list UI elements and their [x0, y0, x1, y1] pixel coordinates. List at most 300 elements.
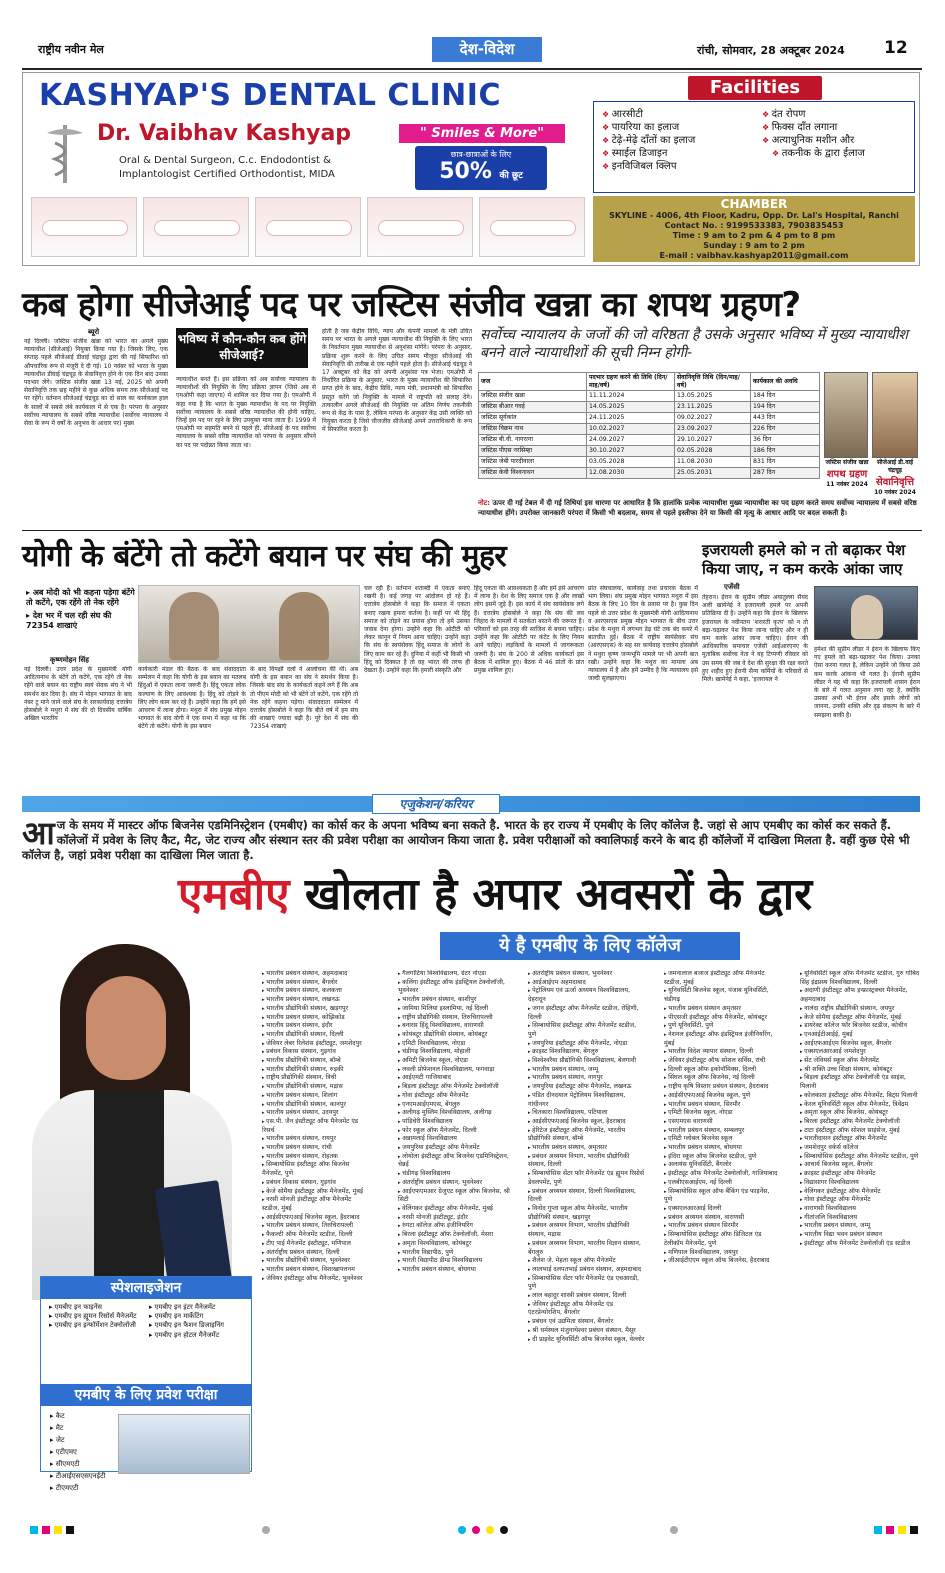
college-item: ▸ सिम्बायोसिस इंस्टीट्यूट ऑफ मैनेजमेंट स्टडीज, पुणे [800, 1153, 920, 1162]
student-illustration [22, 940, 254, 1302]
story2-byline: कृष्णमोहन सिंह [50, 656, 89, 664]
college-item: ▸ भारतीय प्रौद्योगिकी संस्थान, रुड़की [262, 1066, 368, 1075]
college-item: ▸ सिम्बायोसिस स्कूल ऑफ बैंकिंग एंड फाइनेंस, पुणे [664, 1188, 778, 1205]
table-cell: 14.05.2025 [587, 402, 675, 413]
college-item: ▸ जेवियर इंस्टीट्यूट ऑफ मैनेजमेंट, भुवनेश्वर [262, 1275, 368, 1284]
table-row [479, 446, 820, 457]
offer-suffix: की छूट [499, 171, 523, 181]
story2-column: के बाद विपक्षी दलों ने आलोचना की थी। अब योगी के इस बयान का संघ ने समर्थन किया है। जिसके बाद संघ के कार्यकर्ता कहने लगे हैं कि अब तो पीएम मोदी को भी बंटेंगे तो कटेंगे, एक रहेंगे तो नेक रहेंगे कहना पड़ेगा। संवाददाता सम्मेलन में दत्तात्रेय होसबोले ने कहा कि बीते वर्ष में हम संघ की शाखाएं ज्यादा बढ़ी है। पूरे देश में संघ की 72354 शाखाएं [250, 666, 358, 731]
facilities-title: Facilities [688, 76, 822, 100]
college-item: ▸ टाटा इंस्टीट्यूट ऑफ सोशल साइंसेज, मुंबई [800, 1127, 920, 1136]
story1-column: नई दिल्ली। जस्टिस संजीव खन्ना को भारत का अगले मुख्य न्यायाधीश (सीजेआई) नियुक्त किया गया है। जिसके लिए, एक सप्ताह पहले सीजेआई डीवाई चंद्रचूड़ द्वारा की गई सिफारिश को औपचारिक रूप से मंजूरी दे दी गई। 10 नवंबर को भारत के मुख्य न्यायाधीश डीवाई चंद्रचूड़ के सेवानिवृत्त होने के एक दिन बाद उनका पदभार लेंगे। जस्टिस संजीव खन्ना 13 मई, 2025 को अपनी सेवानिवृत्ति तक छह महीने से कुछ अधिक समय तक सीजेआई पद पर रहेंगे। वर्तमान सीजेआई चंद्रचूड़ का दो साल का कार्यकाल हाल के सालों में सबसे लंबे कार्यकाल में से एक है। परंपरा के अनुसार सर्वोच्च न्यायालय के सबसे वरिष्ठ न्यायाधीश (सर्वोच्च न्यायालय में सेवा के रूप में वर्षों के अनुभव के आधार पर) मुख्य [24, 338, 168, 428]
education-band-label: एजुकेशन/करियर [372, 794, 500, 814]
college-item: ▸ राष्ट्रीय कृषि विस्तार प्रबंधन संस्थान, हैदराबाद [664, 1083, 778, 1092]
dental-photo-strip [31, 197, 591, 259]
college-item: ▸ सिम्बायोसिस इंस्टीट्यूट ऑफ बिजनेस मैनेजमेंट, पुणे [262, 1161, 368, 1178]
college-item: ▸ भारतीय प्रौद्योगिकी संस्थान, दिल्ली [262, 1031, 368, 1040]
table-cell: 831 दिन [751, 457, 820, 468]
table-header: जज [479, 373, 587, 391]
college-item: ▸ क्राइस्ट इंस्टीट्यूट ऑफ मैनेजमेंट [800, 1170, 920, 1179]
table-cell: जस्टिस विक्रम नाथ [479, 424, 587, 435]
specialization-item: ▸ एमबीए इन मार्केटिंग [149, 1312, 249, 1321]
chamber-sunday: Sunday : 9 am to 2 pm [703, 241, 805, 250]
college-item: ▸ अन्नामलाई विश्वविद्यालय [398, 1135, 510, 1144]
table-cell: जस्टिस बी.वी. नागरत्ना [479, 435, 587, 446]
table-cell: 03.05.2028 [587, 457, 675, 468]
college-item: ▸ अमृता स्कूल ऑफ बिजनेस, कोयंबटूर [800, 1109, 920, 1118]
college-item: ▸ सिम्बायोसिस सेंटर फॉर मैनेजमेंट एंड एचआरडी, पुणे [528, 1275, 646, 1292]
facility-item: ❖ पायरिया का इलाज [602, 121, 695, 134]
highlight-item: ▸ अब मोदी को भी कहना पड़ेगा बंटेंगे तो कटेंगे, एक रहेंगे तो नेक रहेंगे [26, 588, 138, 608]
clinic-name: KASHYAP'S DENTAL CLINIC [39, 78, 501, 113]
story3-column: हमेशा की सुप्रीम लीडर ने ईरान के खिलाफ किए गए हमले को बढ़ा-चढ़ाकर पेश किया। उनका ऐसा करना गलत है, लेकिन उन्होंने जो किया उसे कम करके आंकना भी गलत है। ईरानी सुप्रीम लीडर ने यह भी कहा कि इजरायली शासन ईरान के बारे में गलत अनुमान लगा रहा है, क्योंकि उसका अभी भी ईरान और इसके लोगों को जानना, उनकी शक्ति और दृढ़ संकल्प के बारे में समझना बाकी है। [814, 646, 920, 719]
college-item: ▸ भारतीय प्रबंधन संस्थान सिरमौर [664, 1222, 778, 1231]
table-header: कार्यकाल की अवधि [751, 373, 820, 391]
exam-item: ▸ मैट [50, 1422, 105, 1434]
college-item: ▸ फोर स्कूल ऑफ मैनेजमेंट, दिल्ली [398, 1127, 510, 1136]
exam-item: ▸ कैट [50, 1410, 105, 1422]
college-item: ▸ एक्सएलआरआई जमशेदपुर [800, 1048, 920, 1057]
table-cell: 24.09.2027 [587, 435, 675, 446]
college-item: ▸ सिम्बायोसिस सेंटर फॉर मैनेजमेंट एंड ह्यूमन रिसोर्स डेवलपमेंट, पुणे [528, 1170, 646, 1187]
college-item: ▸ क्राइस्ट विश्वविद्यालय, बेंगलुरु [528, 1048, 646, 1057]
college-item: ▸ रुंगटा कॉलेज ऑफ इंजीनियरिंग [398, 1222, 510, 1231]
specialization-title: स्पेशलाइजेशन [41, 1277, 251, 1299]
college-item: ▸ पीएसजी इंस्टीट्यूट ऑफ मैनेजमेंट, कोयंबटूर [664, 1014, 778, 1023]
college-item: ▸ भारतीय प्रबंधन संस्थान, काशीपुर [398, 996, 510, 1005]
college-item: ▸ दी प्राइवेट यूनिवर्सिटी ऑफ बिजनेस स्कूल, वेल्लोर [528, 1336, 646, 1345]
chamber-title: CHAMBER [720, 197, 788, 211]
college-item: ▸ श्री धर्मस्थल मंजुनाथेश्वर प्रबंधन संस्थान, मैसूर [528, 1327, 646, 1336]
college-item: ▸ एस.पी. जैन इंस्टीट्यूट ऑफ मैनेजमेंट एंड रिसर्च [262, 1118, 368, 1135]
college-item: ▸ चितकारा विश्वविद्यालय, पटियाला [528, 1109, 646, 1118]
college-item: ▸ जेवियर इंस्टीट्यूट ऑफ सोशल सर्विस, रांची [664, 1057, 778, 1066]
college-item: ▸ भारतीय प्रबंधन संस्थान, बोधगया [398, 1266, 510, 1275]
college-item: ▸ भारतीय प्रबंधन संस्थान, जम्मू [528, 1066, 646, 1075]
college-item: ▸ जेवियर इंस्टीट्यूट ऑफ मैनेजमेंट एंड एंटरप्रेन्योरशिप, बैंगलोर [528, 1301, 646, 1318]
story3-byline: एजेंसी [724, 583, 740, 591]
college-item: ▸ भारतीय विद्या भवन प्रबंधन संस्थान [800, 1231, 920, 1240]
story3-headline: इजरायली हमले को न तो बढ़ाकर पेश किया जाए, न कम करके आंका जाए [702, 541, 906, 578]
table-cell: जस्टिस पीएस नरसिम्हा [479, 446, 587, 457]
specialization-item: ▸ एमबीए इन इंटर मैनेजमेंट [149, 1303, 249, 1312]
college-item: ▸ अंतर्राष्ट्रीय प्रबंधन संस्थान, भुवनेश्वर [398, 1179, 510, 1188]
college-item: ▸ दिल्ली स्कूल ऑफ इकोनॉमिक्स, दिल्ली [664, 1066, 778, 1075]
college-item: ▸ इंदिरा स्कूल ऑफ बिजनेस स्टडीज, पुणे [664, 1153, 778, 1162]
college-item: ▸ यूनिवर्सिटी बिजनेस स्कूल, पंजाब यूनिवर्सिटी, चंडीगढ़ [664, 987, 778, 1004]
college-item: ▸ गैलगोटिया विश्वविद्यालय, ग्रेटर नोएडा [398, 970, 510, 979]
college-item: ▸ एसएमएस वाराणसी [664, 1118, 778, 1127]
entrance-exam-list [50, 1410, 105, 1494]
table-row [479, 457, 820, 468]
college-item: ▸ वेलिंगकर इंस्टीट्यूट ऑफ मैनेजमेंट [800, 1188, 920, 1197]
college-item: ▸ भारतीय प्रौद्योगिकी संस्थान, भुवनेश्वर [262, 1257, 368, 1266]
issue-date: रांची, सोमवार, 28 अक्टूबर 2024 [697, 44, 845, 57]
college-item: ▸ प्रबंधन अध्ययन संस्थान, वाराणसी [664, 1214, 778, 1223]
college-item: ▸ लाल बहादुर शास्त्री प्रबंधन संस्थान, दिल्ली [528, 1292, 646, 1301]
college-item: ▸ भारतीय प्रबंधन संस्थान, रायपुर [262, 1135, 368, 1144]
college-item: ▸ अलीगढ़ मुस्लिम विश्वविद्यालय, अलीगढ़ [398, 1109, 510, 1118]
college-item: ▸ अंतर्राष्ट्रीय प्रबंधन संस्थान, दिल्ली [262, 1249, 368, 1258]
college-item: ▸ फैकल्टी ऑफ मैनेजमेंट स्टडीज, दिल्ली [262, 1231, 368, 1240]
facility-item: ❖ इनविजिबल क्लिप [602, 160, 695, 173]
offer-percent: 50% की छूट [439, 159, 523, 184]
college-item: ▸ जगन इंस्टीट्यूट ऑफ मैनेजमेंट स्टडीज, रोहिणी, दिल्ली [528, 1005, 646, 1022]
college-item: ▸ बनारस हिंदू विश्वविद्यालय, वाराणसी [398, 1022, 510, 1031]
facilities-box [593, 101, 915, 193]
table-cell: 13.05.2025 [675, 391, 751, 402]
college-item: ▸ भारतीय प्रबंधन संस्थान, सम्बलपुर [664, 1127, 778, 1136]
college-item: ▸ सिम्बायोसिस इंस्टीट्यूट ऑफ डिजिटल एंड टेलीकॉम मैनेजमेंट, पुणे [664, 1231, 778, 1248]
college-item: ▸ एनआईटीआईई, मुंबई [800, 1031, 920, 1040]
masthead-rule [22, 68, 922, 70]
table-cell: 11.11.2024 [587, 391, 675, 402]
college-item: ▸ जमशेदपुर वर्कर्स कॉलेज [800, 1144, 920, 1153]
college-item: ▸ भारतीय प्रौद्योगिकी संस्थान, खड़गपुर [262, 1005, 368, 1014]
college-item: ▸ कोलकाता इंस्टीट्यूट ऑफ मैनेजमेंट, बिट्स पिलानी [800, 1092, 920, 1101]
college-item: ▸ राष्ट्रीय प्रौद्योगिकी संस्थान, तिरुचिरापल्ली [398, 1014, 510, 1023]
table-row [479, 391, 820, 402]
table-cell: 36 दिन [751, 435, 820, 446]
college-item: ▸ चंडीगढ़ विश्वविद्यालय, मोहाली [398, 1048, 510, 1057]
masthead [22, 34, 922, 68]
newspaper-brand: राष्ट्रीय नवीन मेल [38, 43, 104, 56]
exam-item: ▸ जेट [50, 1434, 105, 1446]
college-item: ▸ भारतीय प्रबंधन संस्थान, विशाखापत्तनम [262, 1266, 368, 1275]
college-item: ▸ कलिंगा इंस्टीट्यूट ऑफ इंडस्ट्रियल टेक्नोलॉजी, भुवनेश्वर [398, 979, 510, 996]
chamber-contact: Contact No. : 9199533383, 7903835453 [664, 221, 844, 230]
exam-item: ▸ सीएमएटी [50, 1458, 105, 1470]
college-item: ▸ भारतीय प्रबंधन संस्थान, तिरुचिरापल्ली [262, 1222, 368, 1231]
college-item: ▸ राष्ट्रीय प्रौद्योगिकी संस्थान, त्रिची [262, 1074, 368, 1083]
college-item: ▸ विद्यासागर विश्वविद्यालय [800, 1179, 920, 1188]
specialization-item: ▸ एमबीए इन इन्फॉर्मेशन टेक्नोलॉजी [49, 1321, 145, 1330]
table-cell: 23.09.2027 [675, 424, 751, 435]
college-item: ▸ एक्सएलआरआई दिल्ली [664, 1205, 778, 1214]
photo-caption: जस्टिस संजीव खन्ना शपथ ग्रहण 11 नवंबर 2024 [825, 459, 869, 488]
college-item: ▸ भारतीय प्रौद्योगिकी संस्थान, कानपुर [262, 1101, 368, 1110]
specialization-list [149, 1303, 249, 1340]
college-item: ▸ भारतीय प्रबंधन संस्थान, अहमदाबाद [262, 970, 368, 979]
college-item: ▸ अंतर्राष्ट्रीय प्रबंधन संस्थान, भुवनेश्वर [528, 970, 646, 979]
college-list-column [262, 970, 368, 1518]
table-row [479, 435, 820, 446]
college-item: ▸ आचार्य बिजनेस स्कूल, बैंगलोर [800, 1161, 920, 1170]
college-item: ▸ प्रबंधन अध्ययन विभाग, भारतीय प्रौद्योगिकी संस्थान, दिल्ली [528, 1153, 646, 1170]
facility-item: ❖ स्माईल डिजाइन [602, 147, 695, 160]
college-item: ▸ बिड़ला इंस्टीट्यूट ऑफ टेक्नोलॉजी एंड साइंस, पिलानी [800, 1074, 920, 1091]
college-item: ▸ भारतीय प्रबंधन संस्थान, रांची [262, 1144, 368, 1153]
college-item: ▸ गीतांजलि विश्वविद्यालय [800, 1214, 920, 1223]
table-cell: 25.05.2031 [675, 468, 751, 479]
college-item: ▸ आईएफआईएम बिजनेस स्कूल, बैंगलोर [800, 1040, 920, 1049]
college-item: ▸ भारतीदासन इंस्टीट्यूट ऑफ मैनेजमेंट [800, 1135, 920, 1144]
college-item: ▸ मणिपाल विश्वविद्यालय, जयपुर [664, 1249, 778, 1258]
table-row [479, 413, 820, 424]
college-item: ▸ प्रबंधन विकास संस्थान, गुड़गांव [262, 1048, 368, 1057]
table-cell: जस्टिस बीआर गवई [479, 402, 587, 413]
table-cell: 186 दिन [751, 446, 820, 457]
cji-table [478, 372, 820, 479]
table-cell: 23.11.2025 [675, 402, 751, 413]
facility-item: ❖ आरसीटी [602, 108, 695, 121]
college-item: ▸ पांडिचेरी विश्वविद्यालय [398, 1118, 510, 1127]
college-item: ▸ आईआईएम अहमदाबाद [528, 979, 646, 988]
specialization-list [49, 1303, 145, 1331]
college-item: ▸ विश्वेश्वरैया प्रौद्योगिकी विश्वविद्यालय, बेलगावी [528, 1057, 646, 1066]
table-row [479, 468, 820, 479]
section-label: देश-विदेश [432, 37, 542, 62]
facility-item: ❖ तकनीक के द्वारा ईलाज [762, 147, 865, 160]
chamber-time: Time : 9 am to 2 pm & 4 pm to 8 pm [672, 231, 836, 240]
highlight-item: ▸ देश भर में चल रही संघ की 72354 शाखाएं [26, 611, 138, 631]
college-item: ▸ हेरिटेज इंस्टीट्यूट ऑफ मैनेजमेंट, भारतीय प्रौद्योगिकी संस्थान, बॉम्बे [528, 1127, 646, 1144]
table-cell: जस्टिस केवी विश्वनाथन [479, 468, 587, 479]
college-item: ▸ भारतीय प्रबंधन संस्थान, इंदौर [262, 1022, 368, 1031]
college-item: ▸ पेट्रोलियम एवं ऊर्जा अध्ययन विश्वविद्यालय, देहरादून [528, 987, 646, 1004]
table-row [479, 402, 820, 413]
college-item: ▸ अदाणी इंस्टीट्यूट ऑफ इन्फ्रास्ट्रक्चर मैनेजमेंट, अहमदाबाद [800, 987, 920, 1004]
students-photo [118, 1414, 250, 1474]
college-item: ▸ श्री शक्ति उच्च शिक्षा संस्थान, कोयंबटूर [800, 1066, 920, 1075]
college-item: ▸ जामिया मिलिया इस्लामिया, नई दिल्ली [398, 1005, 510, 1014]
college-item: ▸ अमृता विश्वविद्यालय, कोयंबटूर [398, 1240, 510, 1249]
table-cell: 09.02.2027 [675, 413, 751, 424]
college-list-column [528, 970, 646, 1518]
college-item: ▸ पुणे यूनिवर्सिटी, पुणे [664, 1022, 778, 1031]
college-item: ▸ भारतीय प्रबंधन संस्थान अमृतसर [664, 1005, 778, 1014]
college-item: ▸ जयपुरिया इंस्टीट्यूट ऑफ मैनेजमेंट [398, 1144, 510, 1153]
college-item: ▸ भारतीय प्रबंधन संस्थान, कलकत्ता [262, 987, 368, 996]
college-item: ▸ भारतीय प्रबंधन संस्थान, रोहतक [262, 1153, 368, 1162]
college-item: ▸ नरसी मोनजी इंस्टीट्यूट, इंदौर [398, 1214, 510, 1223]
college-item: ▸ जमनालाल बजाज इंस्टीट्यूट ऑफ मैनेजमेंट स्टडीज, मुंबई [664, 970, 778, 987]
exam-item: ▸ टीआईएसएसएनईटी [50, 1470, 105, 1482]
page-number: 12 [884, 38, 908, 58]
table-cell: 194 दिन [751, 402, 820, 413]
college-item: ▸ यूनिवर्सिटी स्कूल ऑफ मैनेजमेंट स्टडीज, गुरु गोबिंद सिंह इंद्रप्रस्थ विश्वविद्यालय, दिल्ली [800, 970, 920, 987]
college-item: ▸ गोवा इंस्टीट्यूट ऑफ मैनेजमेंट [398, 1092, 510, 1101]
college-item: ▸ केजे सोमैया इंस्टीट्यूट ऑफ मैनेजमेंट, मुंबई [262, 1188, 368, 1197]
dental-photo [31, 197, 137, 257]
college-item: ▸ सिंघल स्कूल ऑफ बिजनेस, नई दिल्ली [664, 1074, 778, 1083]
dental-photo [255, 197, 361, 257]
dental-photo [143, 197, 249, 257]
college-item: ▸ बिरला इंस्टीट्यूट ऑफ मैनेजमेंट टेक्नोलॉजी [800, 1118, 920, 1127]
story2-column: नई दिल्ली। उत्तर प्रदेश के मुख्यमंत्री योगी आदित्यनाथ के बंटेंगे तो कटेंगे, एक रहेंगे तो नेक रहेंगे वाले बयान का राष्ट्रीय स्वयं सेवक संघ ने भी समर्थन कर दिया है। संघ में मोहन भागवत के बाद नंबर टू माने जाने वाले संघ के सरकार्यवाह दत्तात्रेय होसबोले ने मथुरा में संघ की दो दिवसीय वार्षिक अखिल भारतीय [24, 666, 132, 723]
college-item: ▸ प्रबंधन अध्ययन विभाग, भारतीय प्रौद्योगिकी संस्थान, मद्रास [528, 1222, 646, 1239]
dropcap: आ [22, 814, 55, 852]
college-item: ▸ अलायंस यूनिवर्सिटी, बैंगलोर [664, 1161, 778, 1170]
story2-column: कार्यकारी मंडल की बैठक के बाद संवाददाता सम्मेलन में कहा कि योगी के इस बयान का मतलब हिंदुओं में एकता लाना जरूरी है। हिंदू एकता लोक कल्याण के लिए आवश्यक है। हिंदू को तोड़ने के लिए लोग काम कर रहे हैं। उन्होंने कहा कि हमें इसे आचरण में लाना होगा। मथुरा में संघ प्रमुख मोहन भागवत के बाद योगी ने एक सभा में कहा था कि बंटेंगे तो कटेंगे। योगी के इस बयान [138, 666, 246, 731]
chamber-email: E-mail : vaibhav.kashyap2011@gmail.com [659, 251, 849, 260]
table-header: पदभार ग्रहण करने की तिथि (दिन/माह/वर्ष) [587, 373, 675, 391]
college-item: ▸ टीए पाई मैनेजमेंट इंस्टीट्यूट, मणिपाल [262, 1240, 368, 1249]
mba-headline: एमबीए खोलता है अपार अवसरों के द्वार [178, 869, 813, 920]
student-offer [415, 146, 547, 190]
specialization-item: ▸ एमबीए इन ह्यूमन रिसोर्स मैनेजमेंट [49, 1312, 145, 1321]
college-item: ▸ लवली प्रोफेशनल विश्वविद्यालय, फगवाड़ा [398, 1066, 510, 1075]
college-item: ▸ केरल यूनिवर्सिटी स्कूल ऑफ मैनेजमेंट, त्रिवेंद्रम [800, 1101, 920, 1110]
facilities-list-left [602, 108, 695, 173]
clinic-tagline: " Smiles & More" [399, 124, 565, 143]
college-item: ▸ जयपुरिया इंस्टीट्यूट ऑफ मैनेजमेंट, नोएडा [528, 1040, 646, 1049]
story2-headline: योगी के बंटेंगे तो कटेंगे बयान पर संघ की मुहर [22, 539, 507, 574]
story2-column: चल रही हैं। वर्तमान शताब्दी में एकता बनाए रखनी है। कई जगह पर आंदोलन हो रहे हैं। दत्तात्रेय होसबोले ने कहा कि समाज में एकता बनाए रखना हमारा कर्तव्य है। कहीं पर भी हिंदू समाज को तोड़ने का प्रयास होगा तो हमें उसका जवाब देना होगा। उन्होंने कहा कि ओटीटी को लेकर कानून में नियम आना चाहिए। उन्होंने कहा कि संघ के स्वयंसेवक हिंदू समाज के लोगों के लिए काम कर रहे हैं। दुनिया में कहीं भी किसी भी हिंदू को दिक्कत है तो वह भारत की तरफ ही देखता है। उन्होंने कहा कि हमारी संस्कृति और [364, 585, 470, 675]
table-cell: जस्टिस संजीव खन्ना [479, 391, 587, 402]
specialization-item: ▸ एमबीए इन फैशन डिजाइनिंग [149, 1321, 249, 1330]
qualification-line: Implantologist Certified Orthodontist, MIDA [119, 169, 335, 180]
college-item: ▸ नेशनल इंस्टीट्यूट ऑफ इंडस्ट्रियल इंजीनियरिंग, मुंबई [664, 1031, 778, 1048]
college-item: ▸ एमिटी बिजनेस स्कूल, नोएडा [664, 1109, 778, 1118]
college-item: ▸ वाराणसी विश्वविद्यालय [800, 1205, 920, 1214]
college-item: ▸ कोयंबटूर प्रौद्योगिकी संस्थान, कोयंबटूर [398, 1031, 510, 1040]
table-cell: 10.02.2027 [587, 424, 675, 435]
college-item: ▸ वेलिंगकर इंस्टीट्यूट ऑफ मैनेजमेंट, मुंबई [398, 1205, 510, 1214]
table-cell: 02.05.2028 [675, 446, 751, 457]
section-rule [22, 530, 922, 531]
college-item: ▸ विनोद गुप्ता स्कूल ऑफ मैनेजमेंट, भारतीय प्रौद्योगिकी संस्थान, खड़गपुर [528, 1205, 646, 1222]
college-list-column [664, 970, 778, 1518]
college-list-column [800, 970, 920, 1518]
dental-photo [367, 197, 473, 257]
college-item: ▸ आईसीएफएआई बिजनेस स्कूल, हैदराबाद [528, 1118, 646, 1127]
story2-photo [138, 585, 360, 663]
college-item: ▸ एमिटी ग्लोबल बिजनेस स्कूल [664, 1135, 778, 1144]
college-item: ▸ प्रबंधन अध्ययन विभाग, भारतीय विज्ञान संस्थान, बेंगलुरु [528, 1240, 646, 1257]
college-item: ▸ जयपुरिया इंस्टीट्यूट ऑफ मैनेजमेंट, लखनऊ [528, 1083, 646, 1092]
college-list-heading: ये है एमबीए के लिए कॉलेज [440, 932, 740, 960]
college-item: ▸ भारतीय प्रबंधन संस्थान, सिरमौर [664, 1101, 778, 1110]
college-item: ▸ भारतीय विदेश व्यापार संस्थान, दिल्ली [664, 1048, 778, 1057]
story3-column: तेहरान। ईरान के सुप्रीम लीडर अयातुल्ला सैयद अली खामेनेई ने इजरायली हमले पर अपनी प्रतिक्रिया दी है। उन्होंने कहा कि ईरान के खिलाफ इजरायल के नवीनतम 'शरारती कृत्य' को न तो बढ़ा-चढ़ाकर पेश किया जाना चाहिए और न ही कम करके आंका जाना चाहिए। ईरान की आधिकारिक समाचार एजेंसी आईआरएनए के मुताबिक सर्वोच्च नेता ने यह टिप्पणी रविवार को उस समय की जब वे देश की सुरक्षा की रक्षा करते हुए शहीद हुए ईरानी सैन्य कर्मियों के परिवारों से मिले। खामेनेई ने कहा, 'इजरायल ने [702, 594, 808, 684]
specialization-item: ▸ एमबीए इन होटल मैनेजमेंट [149, 1331, 249, 1340]
college-item: ▸ पंडित दीनदयाल पेट्रोलियम विश्वविद्यालय, गांधीनगर [528, 1092, 646, 1109]
college-item: ▸ जेवियर लेबर रिलेशंस इंस्टीट्यूट, जमशेदपुर [262, 1040, 368, 1049]
college-item: ▸ चंडीगढ़ विश्वविद्यालय [398, 1170, 510, 1179]
cji-table-title: सर्वोच्च न्यायालय के जजों की जो वरिष्ठता है उसके अनुसार भविष्य में मुख्य न्यायाधीश बनने वाले न्यायाधीशों की सूची निम्न होगी- [480, 327, 909, 361]
college-item: ▸ शैलेश जे. मेहता स्कूल ऑफ मैनेजमेंट [528, 1257, 646, 1266]
college-item: ▸ प्रबंधन अध्ययन संस्थान, दिल्ली विश्वविद्यालय, दिल्ली [528, 1188, 646, 1205]
college-item: ▸ एलबीएसआईएम, नई दिल्ली [664, 1179, 778, 1188]
college-item: ▸ लोयोला इंस्टीट्यूट ऑफ बिजनेस एडमिनिस्ट्रेशन, चेन्नई [398, 1153, 510, 1170]
college-item: ▸ भारतीय प्रबंधन संस्थान, जम्मू [800, 1222, 920, 1231]
college-item: ▸ भारतीय प्रबंधन संस्थान, लखनऊ [262, 996, 368, 1005]
college-item: ▸ आईएफएमआर ग्रेजुएट स्कूल ऑफ बिजनेस, श्री सिटी [398, 1188, 510, 1205]
story3-photo [814, 586, 918, 640]
college-item: ▸ अमिटी बिजनेस स्कूल, नोएडा [398, 1057, 510, 1066]
story2-highlights [26, 588, 138, 634]
specialization-item: ▸ एमबीए इन फाइनेंस [49, 1303, 145, 1312]
college-item: ▸ भारतीय प्रबंधन संस्थान, बोधगया [664, 1144, 778, 1153]
table-note: नोट: ऊपर दी गई टेबल में दी गई तिथियां इस धारणा पर आधारित है कि हालांकि प्रत्येक न्यायाधीश मुख्य न्यायाधीश का पद ग्रहण करते समय सर्वोच्च न्यायालय में सबसे वरिष्ठ न्यायाधीश होंगे। उपरोक्त जानकारी परंपरा में किसी भी बदलाव, समय से पहले इस्तीफा देने या किसी की मृत्यु के आधार आदि पर बदल सकती है। [478, 499, 917, 517]
college-item: ▸ भारतीय प्रबंधन संस्थान, शिलांग [262, 1092, 368, 1101]
table-cell: 30.10.2027 [587, 446, 675, 457]
college-item: ▸ बिड़ला इंस्टीट्यूट ऑफ मैनेजमेंट टेक्नोलॉजी [398, 1083, 510, 1092]
table-cell: जस्टिस जेबी पारदीवाला [479, 457, 587, 468]
chamber-address: SKYLINE - 4006, 4th Floor, Kadru, Opp. Dr. Lal's Hospital, Ranchi [609, 211, 899, 220]
table-cell: जस्टिस सूर्यकांत [479, 413, 587, 424]
college-item: ▸ भारतीय प्रबंधन संस्थान, कोझिकोड [262, 1014, 368, 1023]
table-cell: 443 दिन [751, 413, 820, 424]
exam-item: ▸ एटीएमए [50, 1446, 105, 1458]
facility-item: ❖ दंत रोपण [762, 108, 865, 121]
college-item: ▸ बिरला इंस्टीट्यूट ऑफ टेक्नोलॉजी, मेसरा [398, 1231, 510, 1240]
college-item: ▸ प्रबंधन एवं उद्यमिता संस्थान, बैंगलोर [528, 1318, 646, 1327]
exam-item: ▸ टीएमएटी [50, 1482, 105, 1494]
college-item: ▸ एमिटी विश्वविद्यालय, नोएडा [398, 1040, 510, 1049]
qualification-line: Oral & Dental Surgeon, C.c. Endodontist & [119, 155, 331, 166]
dental-clinic-ad [22, 72, 920, 266]
college-item: ▸ इंस्टीट्यूट ऑफ मैनेजमेंट टेक्नोलॉजी एंड स्टडीज [800, 1240, 920, 1249]
chamber-info [593, 196, 915, 262]
college-item: ▸ सिम्बायोसिस इंस्टीट्यूट ऑफ मैनेजमेंट स्टडीज, पुणे [528, 1022, 646, 1039]
facility-item: ❖ फिक्स दाँत लगाना [762, 121, 865, 134]
college-item: ▸ प्रबंधन विकास संस्थान, गुड़गांव [262, 1179, 368, 1188]
table-cell: 226 दिन [751, 424, 820, 435]
story2-column: हिंदू एकता की आवश्यकता है और हमें इसे आचरण में लाना है। देश के लिए समाज एक है और लाखों लोग इसमें जुड़े हैं। इस कार्य में संघ स्वयंसेवक लगे हैं। दत्तात्रेय होसबोले ने कहा कि संघ की लव जिहाद के मामलों में सतर्कता बरतने की जरूरत है। परिवारों को इस तरह की साजिश से बचना चाहिए। उन्होंने कहा कि ओटीटी पर कंटेंट के लिए नियम आने चाहिए। लड़कियों के मामलों में जागरूकता जरूरी है। संघ के 200 से अधिक कार्यकर्ता इस बैठक में शामिल हुए। बैठक में 46 प्रांतों के प्रांत प्रमुख शामिल हुए। [474, 585, 584, 675]
college-item: ▸ भारतीय प्रबंधन संस्थान, अमृतसर [528, 1144, 646, 1153]
college-item: ▸ एनएमआईएमएस, बेंगलुरु [398, 1101, 510, 1110]
education-intro: आज के समय में मास्टर ऑफ बिजनेस एडमिनिस्ट्रेशन (एमबीए) का कोर्स कर के अपना भविष्य बना सकते है. भारत के हर राज्य में एमबीए के लिए कॉलेज है. जहां से आप एमबीए का कोर्स कर सकते हैं. कॉलेजों में प्रवेश के लिए कैट, मैट, जेट राज्य और संस्थान स्तर की प्रवेश परीक्षा का आयोजन किया जाता है. प्रवेश परीक्षाओं को क्वालिफाई करने के बाद ही कॉलेजों में दाखिला मिलता है. वहीं कुछ ऐसे भी कॉलेज है, जहां प्रवेश परीक्षा का दाखिला मिल जाता है. [22, 814, 910, 862]
facilities-list-right [762, 108, 865, 160]
photo-caption: सीजेआई डी.वाई चंद्रचूड़ सेवानिवृत्ति 10 नवंबर 2024 [874, 459, 916, 496]
table-cell: 24.11.2025 [587, 413, 675, 424]
table-cell: 12.08.2030 [587, 468, 675, 479]
table-cell: 287 दिन [751, 468, 820, 479]
story1-sidebox: भविष्य में कौन-कौन कब होंगे सीजेआई? [176, 328, 308, 368]
print-registration-marks [22, 1526, 920, 1534]
story1-byline: ब्यूरो [88, 328, 100, 336]
college-item: ▸ भारतीय विद्यापीठ, पुणे [398, 1249, 510, 1258]
college-item: ▸ इंस्टीट्यूट ऑफ मैनेजमेंट टेक्नोलॉजी, गाजियाबाद [664, 1170, 778, 1179]
college-item: ▸ भारतीय प्रौद्योगिकी संस्थान, मद्रास [262, 1083, 368, 1092]
table-cell: 29.10.2027 [675, 435, 751, 446]
justice-photo [824, 372, 868, 458]
table-cell: 184 दिन [751, 391, 820, 402]
story1-column: न्यायाधीश बनते हैं। इस प्रक्रिया को अब सर्वोच्च न्यायालय के न्यायाधीशों की नियुक्ति के लिए प्रक्रिया ज्ञापन (जिसे अब से एमओपी कहा जाएगा) में शामिल कर दिया गया है। एमओपी में कहा गया है कि भारत के मुख्य न्यायाधीश के पद पर नियुक्ति सर्वोच्च न्यायालय के सबसे वरिष्ठ न्यायाधीश की होनी चाहिए, जिन्हें इस पद पर रहने के लिए उपयुक्त माना जाता है। 1999 में एमओपी पर सहमति बनने से पहले ही, सीजेआई के पद सर्वोच्च न्यायालय के सबसे वरिष्ठ न्यायाधीश को परंपरा के अनुसार सौंपने का पद पर पदोन्नत किया जाता था। [176, 376, 316, 449]
story1-column: होती है जब केंद्रीय विधि, न्याय और कंपनी मामलों के मंत्री उचित समय पर भारत के अगले मुख्य न्यायाधीश की नियुक्ति के लिए भारत के निवर्तमान मुख्य न्यायाधीश से अनुशंसा मांगेंगे। परंपरा के अनुसार, प्रक्रिया शुरू करने के लिए उचित समय मौजूदा सीजेआई की सेवानिवृत्ति की तारीख से एक महीने पहले होता है। सीजेआई चंद्रचूड़ ने 17 अक्टूबर को केंद्र को अपनी अनुशंसा पत्र भेजा। एमओपी में निर्धारित प्रक्रिया के अनुसार, भारत के मुख्य न्यायाधीश की सिफारिश प्राप्त होने के बाद, केंद्रीय विधि, न्याय मंत्री, प्रधानमंत्री को सिफारिश प्रस्तुत करेंगे जो नियुक्ति के मामले में राष्ट्रपति को सलाह देंगे। तत्कालीन अगले सीजेआई की नियुक्ति पर अंतिम निर्णय तकनीकी रूप से केंद्र के पास है, लेकिन परंपरा के अनुसार केंद्र उसी व्यक्ति को नियुक्त करता है जिसे चीजजीव सीजेआई अपने उत्तराधिकारी के रूप में सिफारिश करता है। [322, 328, 472, 434]
college-item: ▸ गोवा इंस्टीट्यूट ऑफ मैनेजमेंट [800, 1196, 920, 1205]
doctor-name: Dr. Vaibhav Kashyap [97, 121, 352, 146]
facility-item: ❖ टेढ़े-मेढ़े दाँतों का इलाज [602, 134, 695, 147]
college-item: ▸ डायरेक्ट कॉलेज फॉर बिजनेस स्टडीज, कोचीन [800, 1022, 920, 1031]
caduceus-icon [43, 123, 87, 185]
college-list-column [398, 970, 510, 1518]
doctor-qualifications [119, 154, 335, 182]
table-header: सेवानिवृत्ति तिथि (दिन/माह/वर्ष) [675, 373, 751, 391]
college-item: ▸ भारतीय प्रबंधन संस्थान, उदयपुर [262, 1109, 368, 1118]
story2-column: प्रांत संघचालक, कार्यवाह तथा प्रचारक बैठक में भाग लिया। संघ प्रमुख मोहन भागवत मथुरा में इस बैठक के लिए 10 दिन के प्रवास पर है। कुछ दिन पहले वो उत्तर प्रदेश के मुख्यमंत्री योगी आदित्यनाथ व आरएसएस प्रमुख मोहन भागवत के बीच उत्तर प्रदेश के मथुरा में लगभग डेढ़ घंटे तक बंद कमरे में बातचीत हुई। बैठक में राष्ट्रीय स्वयंसेवक संघ (आरएसएस) के सह सर कार्यवाह दत्तात्रेय होसबोले ने मथुरा कृष्ण जन्मभूमि मामले पर भी अपनी बात रखी। उन्होंने कहा कि मथुरा का मामला अब न्यायालय में है और हमें उम्मीद है कि न्यायालय इसे जल्दी सुलझाएगा। [588, 585, 698, 683]
college-item: ▸ सेंट जेवियर्स स्कूल ऑफ मैनेजमेंट [800, 1057, 920, 1066]
table-header-row [479, 373, 820, 391]
college-item: ▸ भारतीय प्रौद्योगिकी संस्थान, बॉम्बे [262, 1057, 368, 1066]
entrance-exam-title: एमबीए के लिए प्रवेश परीक्षा [40, 1384, 252, 1406]
college-item: ▸ भारतीय प्रबंधन संस्थान, बैंगलोर [262, 979, 368, 988]
college-item: ▸ भारती विद्यापीठ डीम्ड विश्वविद्यालय [398, 1257, 510, 1266]
table-row [479, 424, 820, 435]
story1-headline: कब होगा सीजेआई पद पर जस्टिस संजीव खन्ना का शपथ ग्रहण? [22, 285, 801, 325]
table-cell: 11.08.2030 [675, 457, 751, 468]
cji-photo [872, 372, 918, 458]
dental-photo [479, 197, 585, 257]
college-item: ▸ आईएमटी गाजियाबाद [398, 1074, 510, 1083]
college-item: ▸ लालभाई दलपतभाई प्रबंधन संस्थान, अहमदाबाद [528, 1266, 646, 1275]
college-item: ▸ केजे सोमैया इंस्टीट्यूट ऑफ मैनेजमेंट, मुंबई [800, 1014, 920, 1023]
college-item: ▸ नालंदा राष्ट्रीय प्रौद्योगिकी संस्थान, जयपुर [800, 1005, 920, 1014]
offer-line: छात्र-छात्राओं के लिए [450, 150, 512, 159]
college-item: ▸ जीआईटीएएम स्कूल ऑफ बिजनेस, हैदराबाद [664, 1257, 778, 1266]
